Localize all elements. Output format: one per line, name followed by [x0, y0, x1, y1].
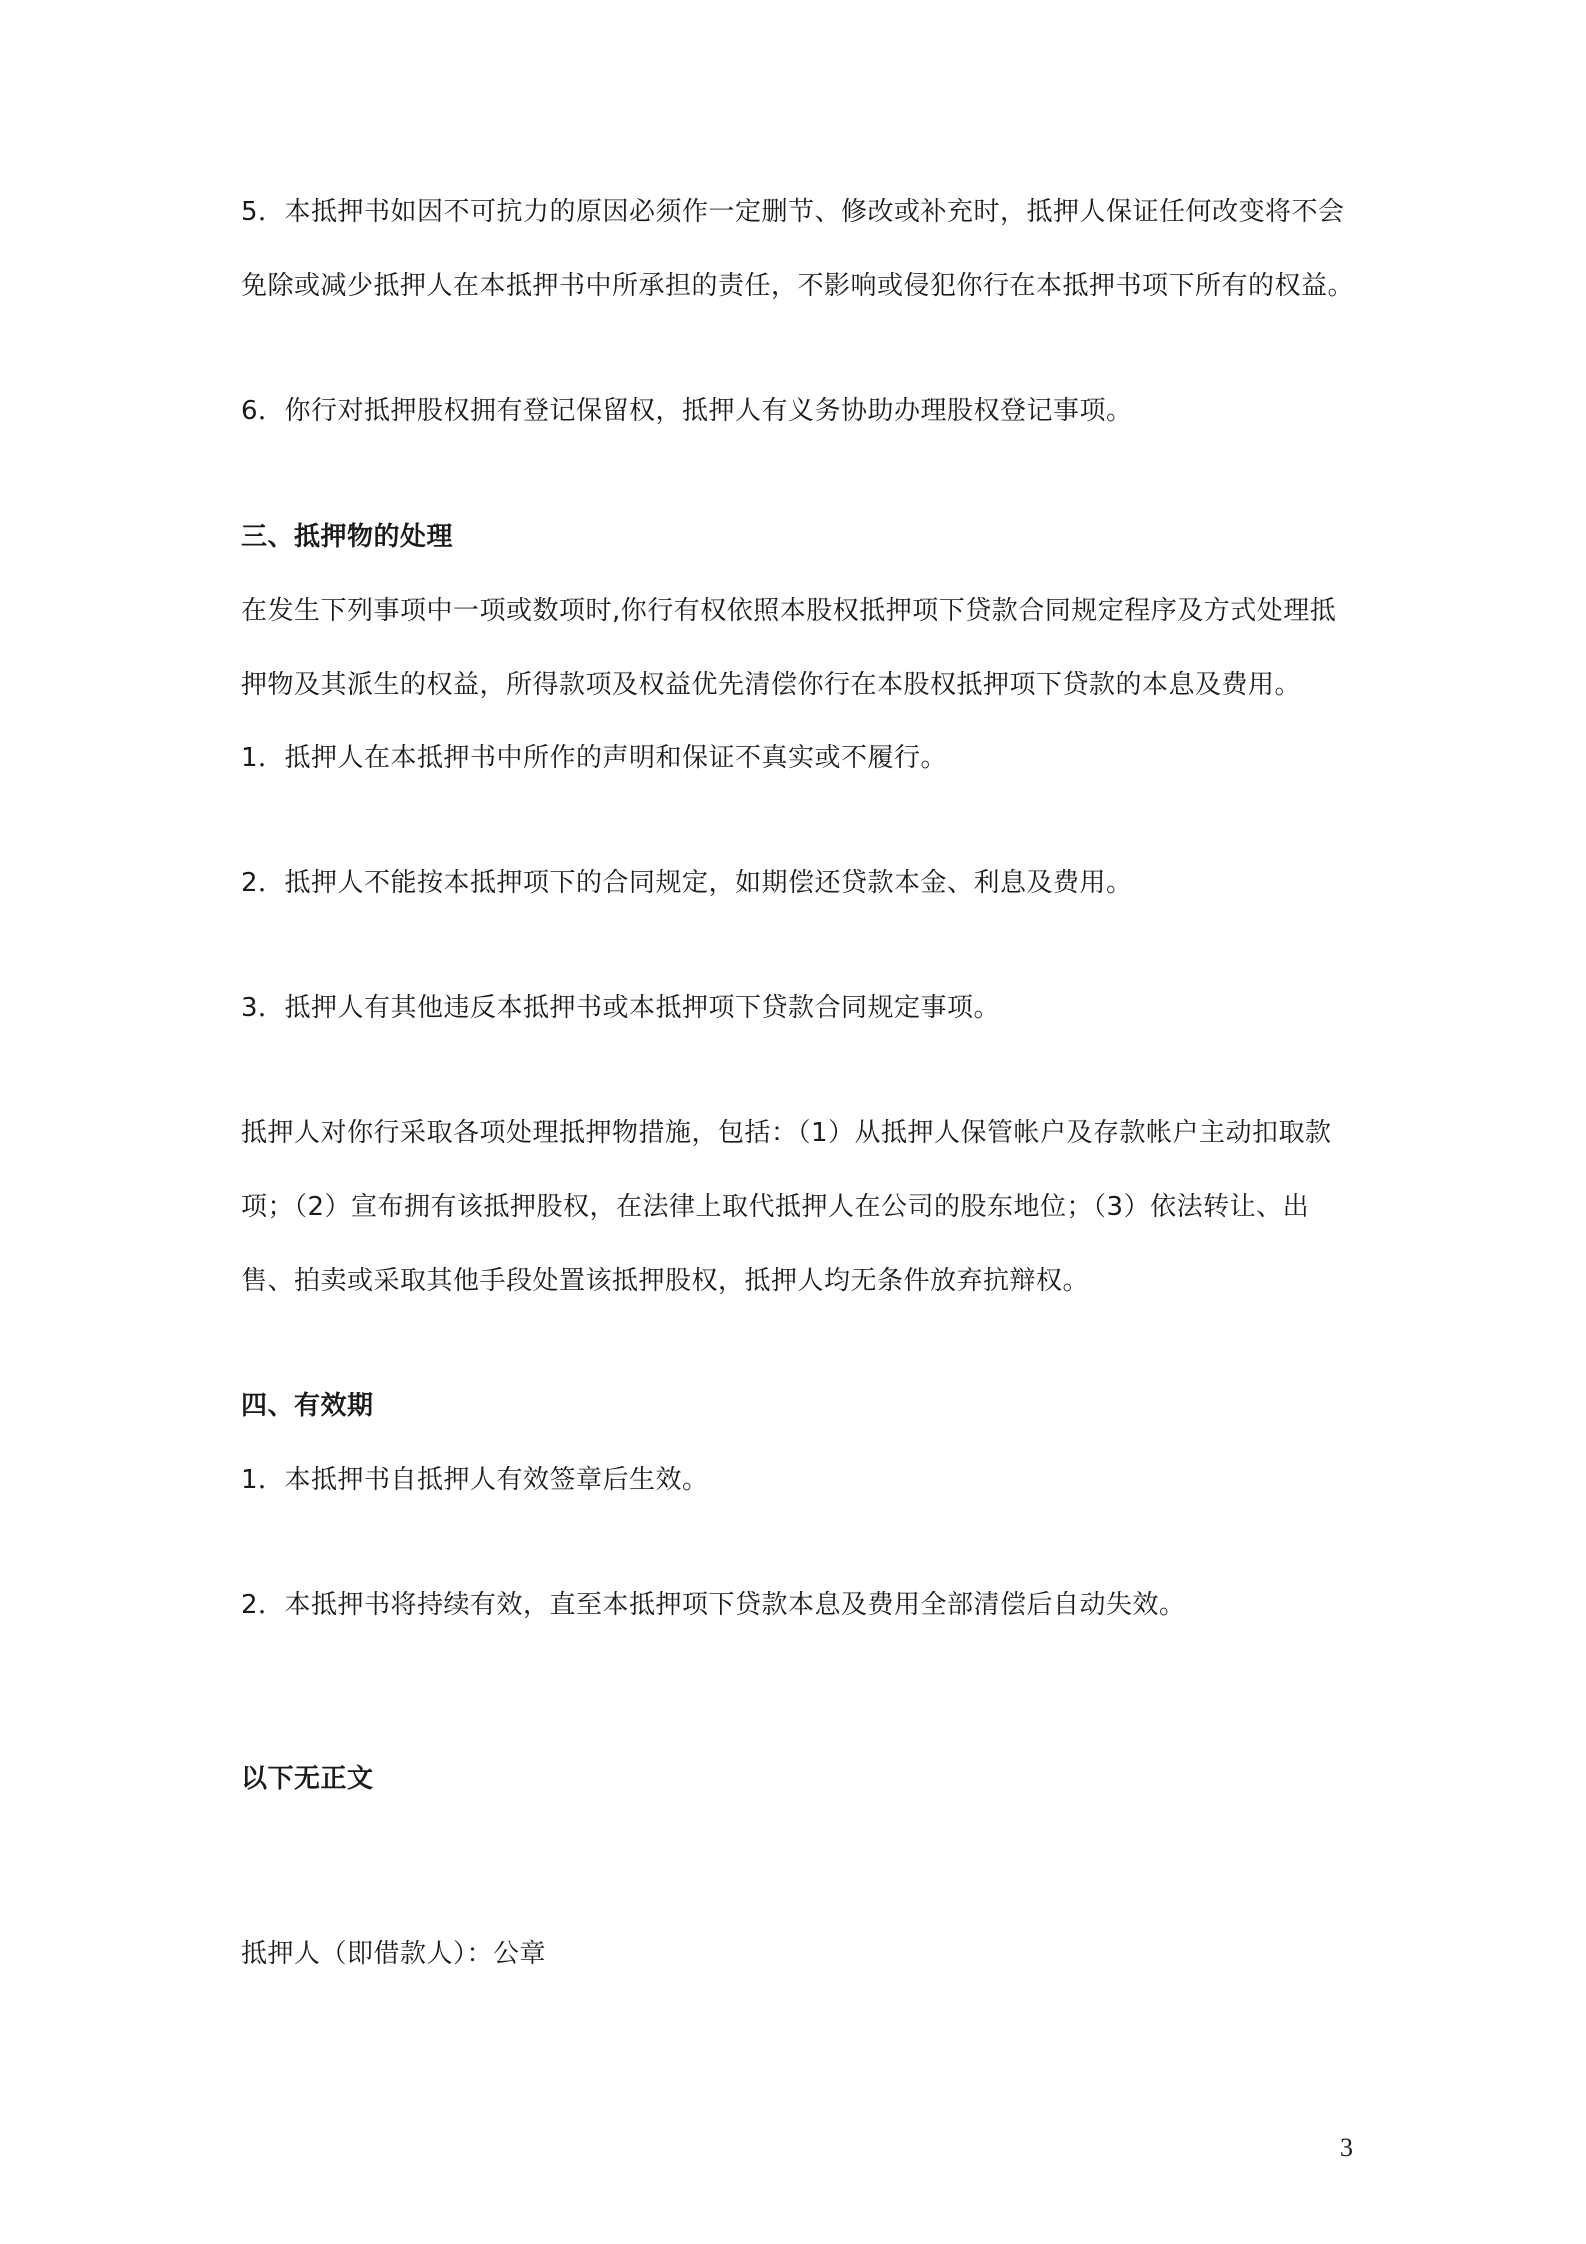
disposal-item-2: 2．抵押人不能按本抵押项下的合同规定，如期偿还贷款本金、利息及费用。 — [241, 868, 1133, 898]
validity-item-2: 2．本抵押书将持续有效，直至本抵押项下贷款本息及费用全部清偿后自动失效。 — [241, 1590, 1186, 1620]
mortgagor-signature-line: 抵押人（即借款人）：公章 — [241, 1939, 547, 1969]
disposal-item-3: 3．抵押人有其他违反本抵押书或本抵押项下贷款合同规定事项。 — [241, 993, 1001, 1023]
disposal-item-1: 1．抵押人在本抵押书中所作的声明和保证不真实或不履行。 — [241, 743, 948, 773]
section-heading-validity: 四、有效期 — [241, 1391, 374, 1421]
clause-6: 6．你行对抵押股权拥有登记保留权，抵押人有义务协助办理股权登记事项。 — [241, 396, 1133, 426]
clause-5-line-2: 免除或减少抵押人在本抵押书中所承担的责任，不影响或侵犯你行在本抵押书项下所有的权益。 — [241, 271, 1355, 301]
page-number: 3 — [1340, 2133, 1353, 2162]
measures-line-2: 项；（2）宣布拥有该抵押股权，在法律上取代抵押人在公司的股东地位；（3）依法转让、出 — [241, 1192, 1310, 1222]
section-heading-collateral-disposal: 三、抵押物的处理 — [241, 522, 454, 552]
disposal-intro-line-1: 在发生下列事项中一项或数项时,你行有权依照本股权抵押项下贷款合同规定程序及方式处理抵 — [241, 596, 1337, 626]
measures-line-3: 售、拍卖或采取其他手段处置该抵押股权，抵押人均无条件放弃抗辩权。 — [241, 1266, 1090, 1296]
measures-line-1: 抵押人对你行采取各项处理抵押物措施，包括：（1）从抵押人保管帐户及存款帐户主动扣取款 — [241, 1118, 1332, 1148]
validity-item-1: 1．本抵押书自抵押人有效签章后生效。 — [241, 1465, 709, 1495]
clause-5-line-1: 5．本抵押书如因不可抗力的原因必须作一定删节、修改或补充时，抵押人保证任何改变将不会 — [241, 197, 1345, 227]
end-of-text-note: 以下无正文 — [241, 1764, 374, 1794]
disposal-intro-line-2: 押物及其派生的权益，所得款项及权益优先清偿你行在本股权抵押项下贷款的本息及费用。 — [241, 670, 1302, 700]
